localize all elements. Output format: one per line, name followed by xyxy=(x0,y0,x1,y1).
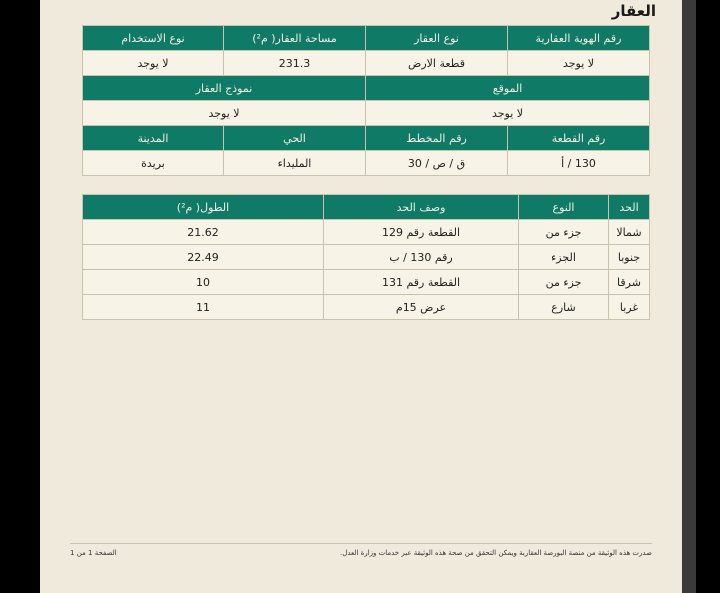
border-type: شارع xyxy=(519,295,609,320)
border-type: جزء من xyxy=(519,270,609,295)
borders-header-row xyxy=(83,195,650,220)
window-edge xyxy=(682,0,696,593)
footer-divider xyxy=(70,543,652,544)
value-location: لا يوجد xyxy=(366,101,650,126)
border-description: عرض 15م xyxy=(324,295,519,320)
value-property-type: قطعة الارض xyxy=(366,51,508,76)
value-city: بريدة xyxy=(83,151,224,176)
plot-values-row xyxy=(83,151,650,176)
plot-header-row xyxy=(83,126,650,151)
value-property-id: لا يوجد xyxy=(508,51,650,76)
border-description: رقم 130 / ب xyxy=(324,245,519,270)
header-plot-number: رقم القطعة xyxy=(508,126,650,151)
header-border: الحد xyxy=(609,195,650,220)
table-row xyxy=(83,220,650,245)
header-property-area: مساحة العقار( م²) xyxy=(224,26,366,51)
property-values-row xyxy=(83,51,650,76)
header-property-id: رقم الهوية العقارية xyxy=(508,26,650,51)
header-border-length: الطول( م²) xyxy=(83,195,324,220)
table-row xyxy=(83,270,650,295)
border-direction: شرقا xyxy=(609,270,650,295)
property-header-row xyxy=(83,26,650,51)
border-direction: جنوبا xyxy=(609,245,650,270)
table-row xyxy=(83,245,650,270)
border-type: الجزء xyxy=(519,245,609,270)
border-length: 21.62 xyxy=(83,220,324,245)
value-plan-number: ق / ص / 30 xyxy=(366,151,508,176)
location-header-row xyxy=(83,76,650,101)
value-property-model: لا يوجد xyxy=(83,101,366,126)
border-direction: شمالا xyxy=(609,220,650,245)
value-plot-number: 130 / أ xyxy=(508,151,650,176)
border-direction: غربا xyxy=(609,295,650,320)
borders-table xyxy=(82,194,650,320)
border-length: 22.49 xyxy=(83,245,324,270)
header-usage-type: نوع الاستخدام xyxy=(83,26,224,51)
table-row xyxy=(83,295,650,320)
property-table xyxy=(82,25,650,176)
value-usage-type: لا يوجد xyxy=(83,51,224,76)
footer-note: صدرت هذه الوثيقة من منصة البورصة العقارية ويمكن التحقق من صحة هذه الوثيقة عبر خدمات وزارة العدل. xyxy=(340,549,652,557)
border-description: القطعة رقم 129 xyxy=(324,220,519,245)
header-property-type: نوع العقار xyxy=(366,26,508,51)
border-description: القطعة رقم 131 xyxy=(324,270,519,295)
header-location: الموقع xyxy=(366,76,650,101)
header-border-type: النوع xyxy=(519,195,609,220)
border-length: 10 xyxy=(83,270,324,295)
value-property-area: 231.3 xyxy=(224,51,366,76)
header-plan-number: رقم المخطط xyxy=(366,126,508,151)
header-property-model: نموذج العقار xyxy=(83,76,366,101)
page-number: الصفحة 1 من 1 xyxy=(70,549,117,557)
document-page xyxy=(40,0,682,593)
header-border-description: وصف الحد xyxy=(324,195,519,220)
value-district: المليداء xyxy=(224,151,366,176)
border-type: جزء من xyxy=(519,220,609,245)
header-district: الحي xyxy=(224,126,366,151)
header-city: المدينة xyxy=(83,126,224,151)
location-values-row xyxy=(83,101,650,126)
section-title: العقار xyxy=(611,2,656,20)
border-length: 11 xyxy=(83,295,324,320)
